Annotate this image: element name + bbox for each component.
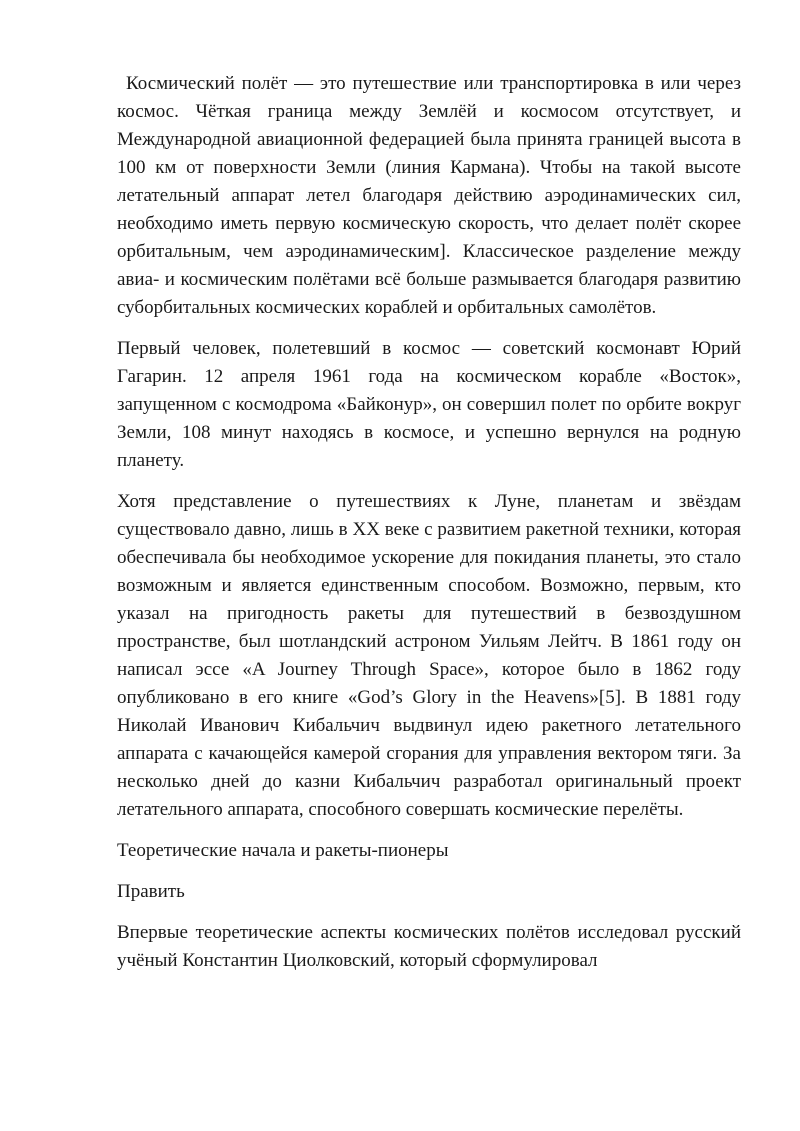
paragraph-history: Хотя представление о путешествиях к Луне, планетам и звёздам существовало давно, лишь в XX веке с развитием ракетной техники, которая обеспечивала бы необходимое ускорение для покидания планеты, это стало возможным и является единственным способом. Возможно, первым, кто указал на пригодность ракеты для путешествий в безвоздушном пространстве, был шотландский астроном Уильям Лейтч. В 1861 году он написал эссе «A Journey Through Space», которое было в 1862 году опубликовано в его книге «God’s Glory in the Heavens»[5]. В 1881 году Николай Иванович Кибальчич выдвинул идею ракетного летательного аппарата с качающейся камерой сгорания для управления вектором тяги. За несколько дней до казни Кибальчич разработал оригинальный проект летательного аппарата, способного совершать космические перелёты. [117,491,741,820]
section-heading: Теоретические начала и ракеты-пионеры [117,840,449,861]
paragraph-spaceflight-definition: Космический полёт — это путешествие или транспортировка в или через космос. Чёткая граница между Землёй и космосом отсутствует, и Международной авиационной федерацией была принята границей высота в 100 км от поверхности Земли (линия Кармана). Чтобы на такой высоте летательный аппарат летел благодаря действию аэродинамических сил, необходимо иметь первую космическую скорость, что делает полёт скорее орбитальным, чем аэродинамическим]. Классическое разделение между авиа- и космическим полётами всё больше размывается благодаря развитию суборбитальных космических кораблей и орбитальных самолётов. [117,73,741,318]
paragraph-gagarin: Первый человек, полетевший в космос — советский космонавт Юрий Гагарин. 12 апреля 1961 года на космическом корабле «Восток», запущенном с космодрома «Байконур», он совершил полет по орбите вокруг Земли, 108 минут находясь в космосе, и успешно вернулся на родную планету. [117,338,741,471]
edit-link[interactable]: Править [117,881,185,902]
paragraph-tsiolkovsky: Впервые теоретические аспекты космических полётов исследовал русский учёный Константин Циолковский, который сформулировал [117,922,741,971]
document-page [117,70,741,988]
